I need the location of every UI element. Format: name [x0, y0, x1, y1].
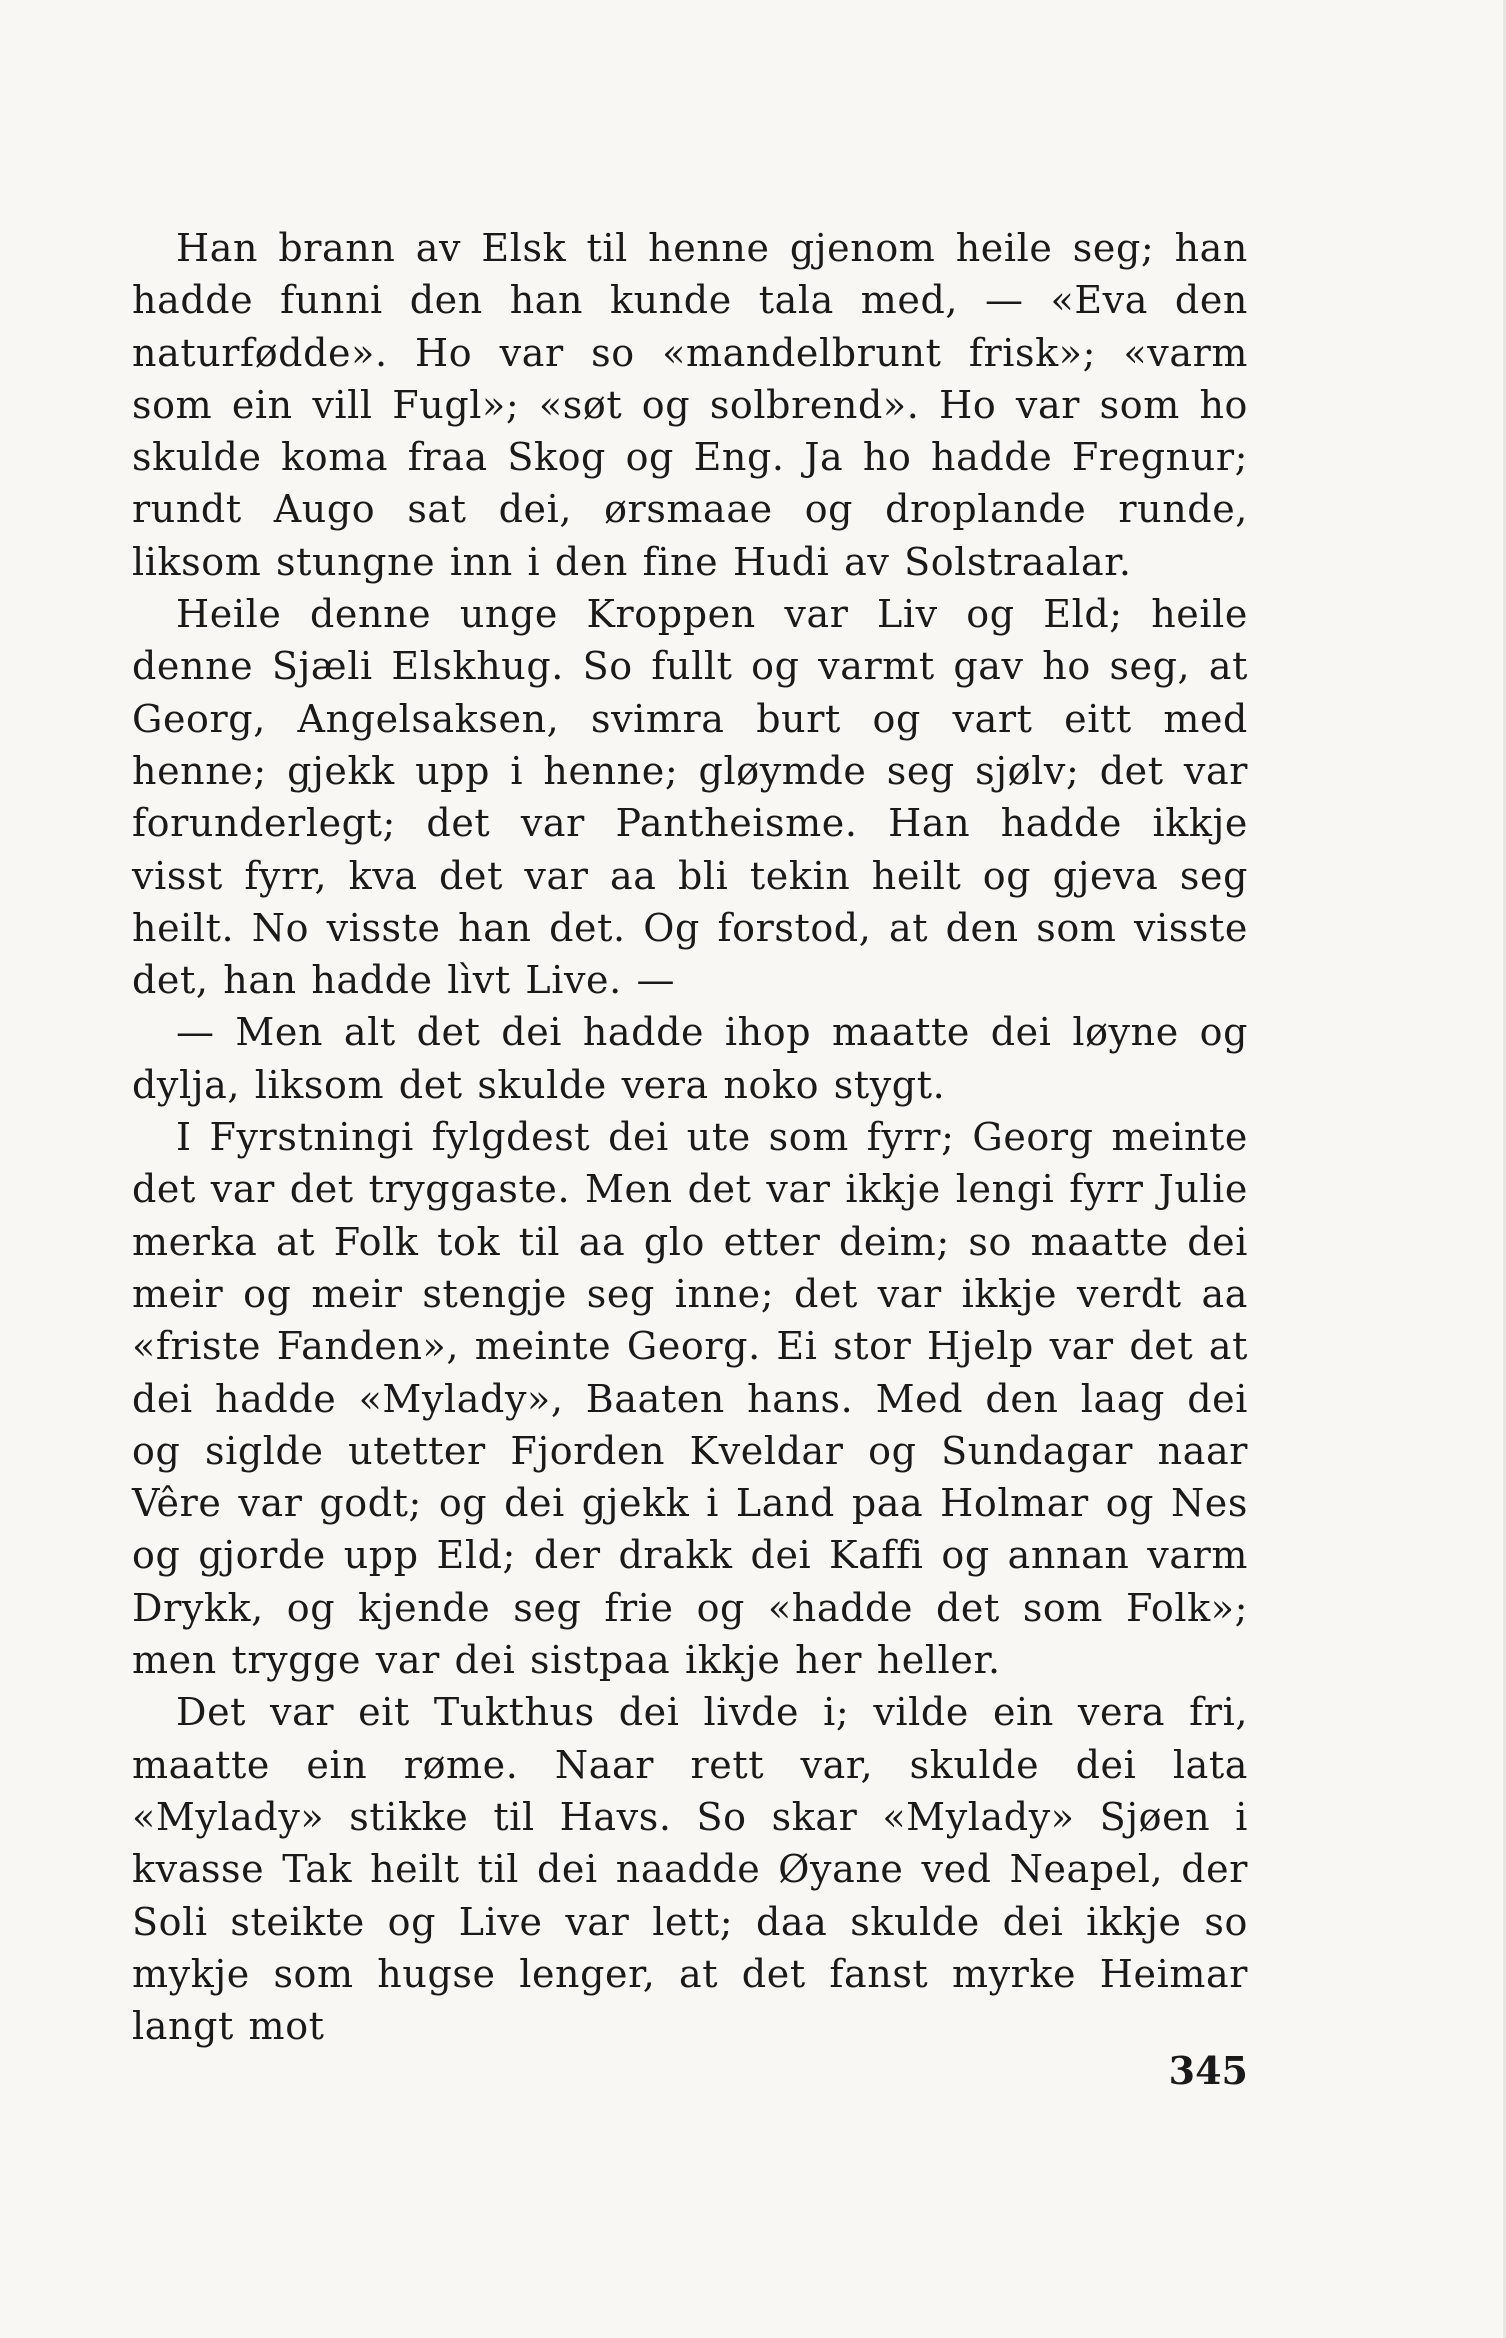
paragraph-1: Han brann av Elsk til henne gjenom heile seg; han hadde funni den han kunde tala med, — «Eva den naturfødde». Ho var so «mandelbrunt frisk»; «varm som ein vill Fugl»; «søt og solbrend». Ho var som ho skulde koma fraa Skog og Eng. Ja ho hadde Fregnur; rundt Augo sat dei, ørsmaae og droplande runde, liksom stungne inn i den fine Hudi av Solstraalar. [132, 226, 1248, 584]
paragraph-5: Det var eit Tukthus dei livde i; vilde ein vera fri, maatte ein røme. Naar rett var, skulde dei lata «Mylady» stikke til Havs. So skar «Mylady» Sjøen i kvasse Tak heilt til dei naadde Øyane ved Neapel, der Soli steikte og Live var lett; daa skulde dei ikkje so mykje som hugse lenger, at det fanst myrke Heimar langt mot [132, 1690, 1248, 2049]
paragraph-2: Heile denne unge Kroppen var Liv og Eld; heile denne Sjæli Elskhug. So fullt og varmt gav ho seg, at Georg, Angelsaksen, svimra burt og vart eitt med henne; gjekk upp i henne; gløymde seg sjølv; det var forunderlegt; det var Pantheisme. Han hadde ikkje visst fyrr, kva det var aa bli tekin heilt og gjeva seg heilt. No visste han det. Og forstod, at den som visste det, han hadde lìvt Live. — [132, 592, 1248, 1003]
body-text [132, 222, 1248, 2052]
paragraph-4: I Fyrstningi fylgdest dei ute som fyrr; Georg meinte det var det tryggaste. Men det var ikkje lengi fyrr Julie merka at Folk tok til aa glo etter deim; so maatte dei meir og meir stengje seg inne; det var ikkje verdt aa «friste Fanden», meinte Georg. Ei stor Hjelp var det at dei hadde «Mylady», Baaten hans. Med den laag dei og siglde utetter Fjorden Kveldar og Sundagar naar Vêre var godt; og dei gjekk i Land paa Holmar og Nes og gjorde upp Eld; der drakk dei Kaffi og annan varm Drykk, og kjende seg frie og «hadde det som Folk»; men trygge var dei sistpaa ikkje her heller. [132, 1115, 1248, 1683]
paragraph-3: — Men alt det dei hadde ihop maatte dei løyne og dylja, liksom det skulde vera noko stygt. [132, 1010, 1248, 1107]
page-number: 345 [1168, 2048, 1248, 2093]
